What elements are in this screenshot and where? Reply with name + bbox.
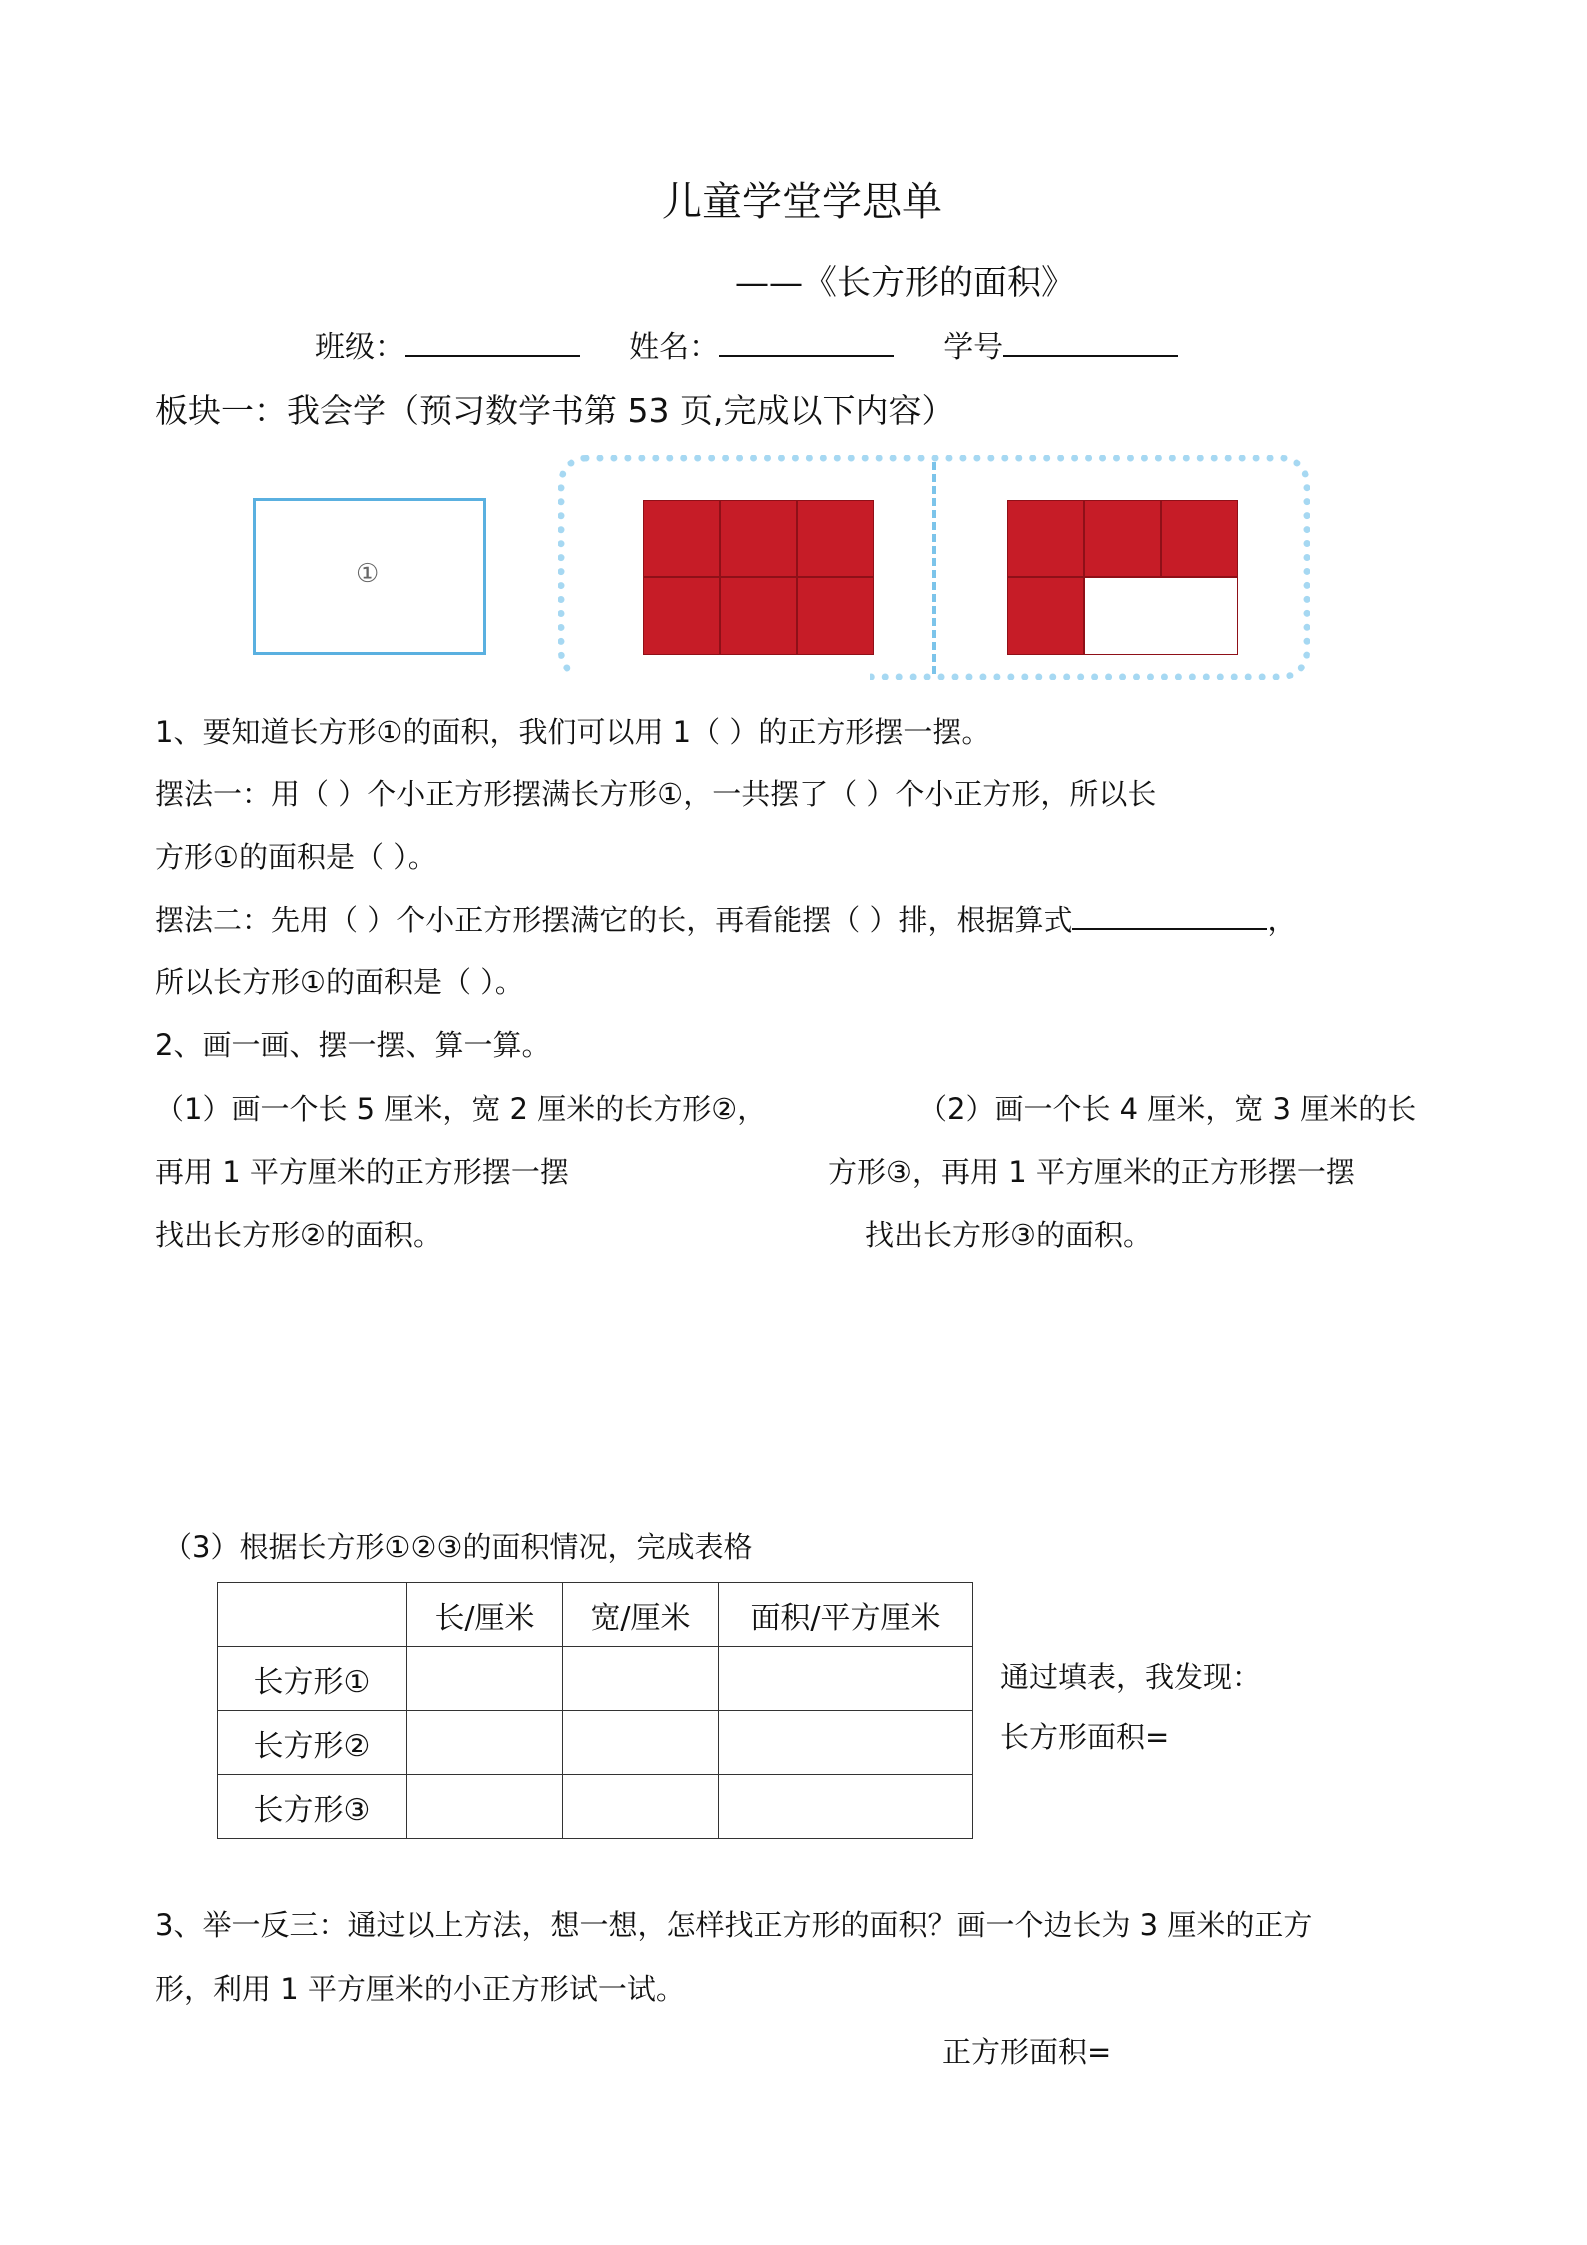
table-row-label: 长方形① bbox=[218, 1647, 407, 1711]
q1-line2: 摆法一：用（ ）个小正方形摆满长方形①，一共摆了（ ）个小正方形，所以长 bbox=[155, 777, 1157, 811]
square-area-formula: 正方形面积= bbox=[942, 2035, 1112, 2069]
q2-part1-line1: （1）画一个长 5 厘米，宽 2 厘米的长方形②， bbox=[155, 1092, 767, 1126]
student-id-field[interactable] bbox=[1003, 325, 1178, 357]
tile bbox=[797, 500, 874, 577]
q1-line1: 1、要知道长方形①的面积，我们可以用 1（ ）的正方形摆一摆。 bbox=[155, 715, 991, 749]
q1-line4-text: 摆法二：先用（ ）个小正方形摆满它的长，再看能摆（ ）排，根据算式 bbox=[155, 903, 1073, 937]
table-row bbox=[218, 1775, 973, 1839]
student-id-label: 学号 bbox=[943, 330, 1004, 365]
q1-line3: 方形①的面积是（ ）。 bbox=[155, 840, 437, 874]
class-label: 班级： bbox=[315, 330, 405, 365]
q2-part2-line1: （2）画一个长 4 厘米，宽 3 厘米的长 bbox=[918, 1092, 1417, 1126]
q2-part1-line3: 找出长方形②的面积。 bbox=[155, 1218, 442, 1252]
tile bbox=[643, 577, 720, 655]
name-field[interactable] bbox=[719, 325, 894, 357]
section1-heading: 板块一：我会学（预习数学书第 53 页,完成以下内容） bbox=[155, 391, 955, 430]
area-table bbox=[217, 1582, 973, 1839]
q2-heading: 2、画一画、摆一摆、算一算。 bbox=[155, 1028, 551, 1062]
tile bbox=[720, 577, 797, 655]
table-cell-input[interactable] bbox=[719, 1775, 973, 1839]
figure-rectangle-1 bbox=[253, 498, 486, 655]
rectangle-area-formula: 长方形面积= bbox=[1000, 1720, 1170, 1754]
q2-part1-line2: 再用 1 平方厘米的正方形摆一摆 bbox=[155, 1155, 569, 1189]
tile bbox=[1007, 500, 1084, 577]
tile bbox=[797, 577, 874, 655]
tiling-gap-cover bbox=[540, 672, 870, 692]
table-header-cell: 面积/平方厘米 bbox=[719, 1583, 973, 1647]
panel-divider bbox=[932, 462, 936, 674]
q3-line1: 3、举一反三：通过以上方法，想一想，怎样找正方形的面积？画一个边长为 3 厘米的正方 bbox=[155, 1908, 1313, 1942]
table-cell-input[interactable] bbox=[407, 1711, 563, 1775]
page-title: 儿童学堂学思单 bbox=[662, 179, 942, 225]
table-header-cell: 长/厘米 bbox=[407, 1583, 563, 1647]
table-cell-input[interactable] bbox=[563, 1775, 719, 1839]
q2-part2-line2: 方形③，再用 1 平方厘米的正方形摆一摆 bbox=[828, 1155, 1355, 1189]
q2-part2-line3: 找出长方形③的面积。 bbox=[865, 1218, 1152, 1252]
tile bbox=[1084, 500, 1161, 577]
uncovered-area bbox=[1084, 577, 1238, 655]
q2-part3-heading: （3）根据长方形①②③的面积情况，完成表格 bbox=[163, 1530, 753, 1564]
table-header-cell: 宽/厘米 bbox=[563, 1583, 719, 1647]
tile bbox=[1007, 577, 1084, 655]
q1-line4 bbox=[155, 898, 1296, 939]
name-label: 姓名： bbox=[629, 330, 720, 365]
q1-line5: 所以长方形①的面积是（ ）。 bbox=[155, 965, 524, 999]
table-row bbox=[218, 1647, 973, 1711]
table-row-label: 长方形③ bbox=[218, 1775, 407, 1839]
table-cell-input[interactable] bbox=[563, 1711, 719, 1775]
tile bbox=[1161, 500, 1238, 577]
table-row-label: 长方形② bbox=[218, 1711, 407, 1775]
rectangle-1-label: ① bbox=[356, 559, 380, 589]
table-row bbox=[218, 1711, 973, 1775]
table-cell-input[interactable] bbox=[719, 1711, 973, 1775]
page-subtitle: ——《长方形的面积》 bbox=[735, 263, 1075, 303]
tile bbox=[643, 500, 720, 577]
table-header-cell bbox=[218, 1583, 407, 1647]
student-info-row bbox=[315, 322, 1178, 366]
table-cell-input[interactable] bbox=[719, 1647, 973, 1711]
table-cell-input[interactable] bbox=[407, 1647, 563, 1711]
table-cell-input[interactable] bbox=[407, 1775, 563, 1839]
q3-line2: 形，利用 1 平方厘米的小正方形试一试。 bbox=[155, 1972, 685, 2006]
table-cell-input[interactable] bbox=[563, 1647, 719, 1711]
tile bbox=[720, 500, 797, 577]
class-field[interactable] bbox=[405, 325, 580, 357]
discovery-text: 通过填表，我发现： bbox=[1000, 1660, 1262, 1694]
formula-field[interactable] bbox=[1072, 898, 1267, 930]
q1-line4-comma: ， bbox=[1267, 903, 1297, 937]
